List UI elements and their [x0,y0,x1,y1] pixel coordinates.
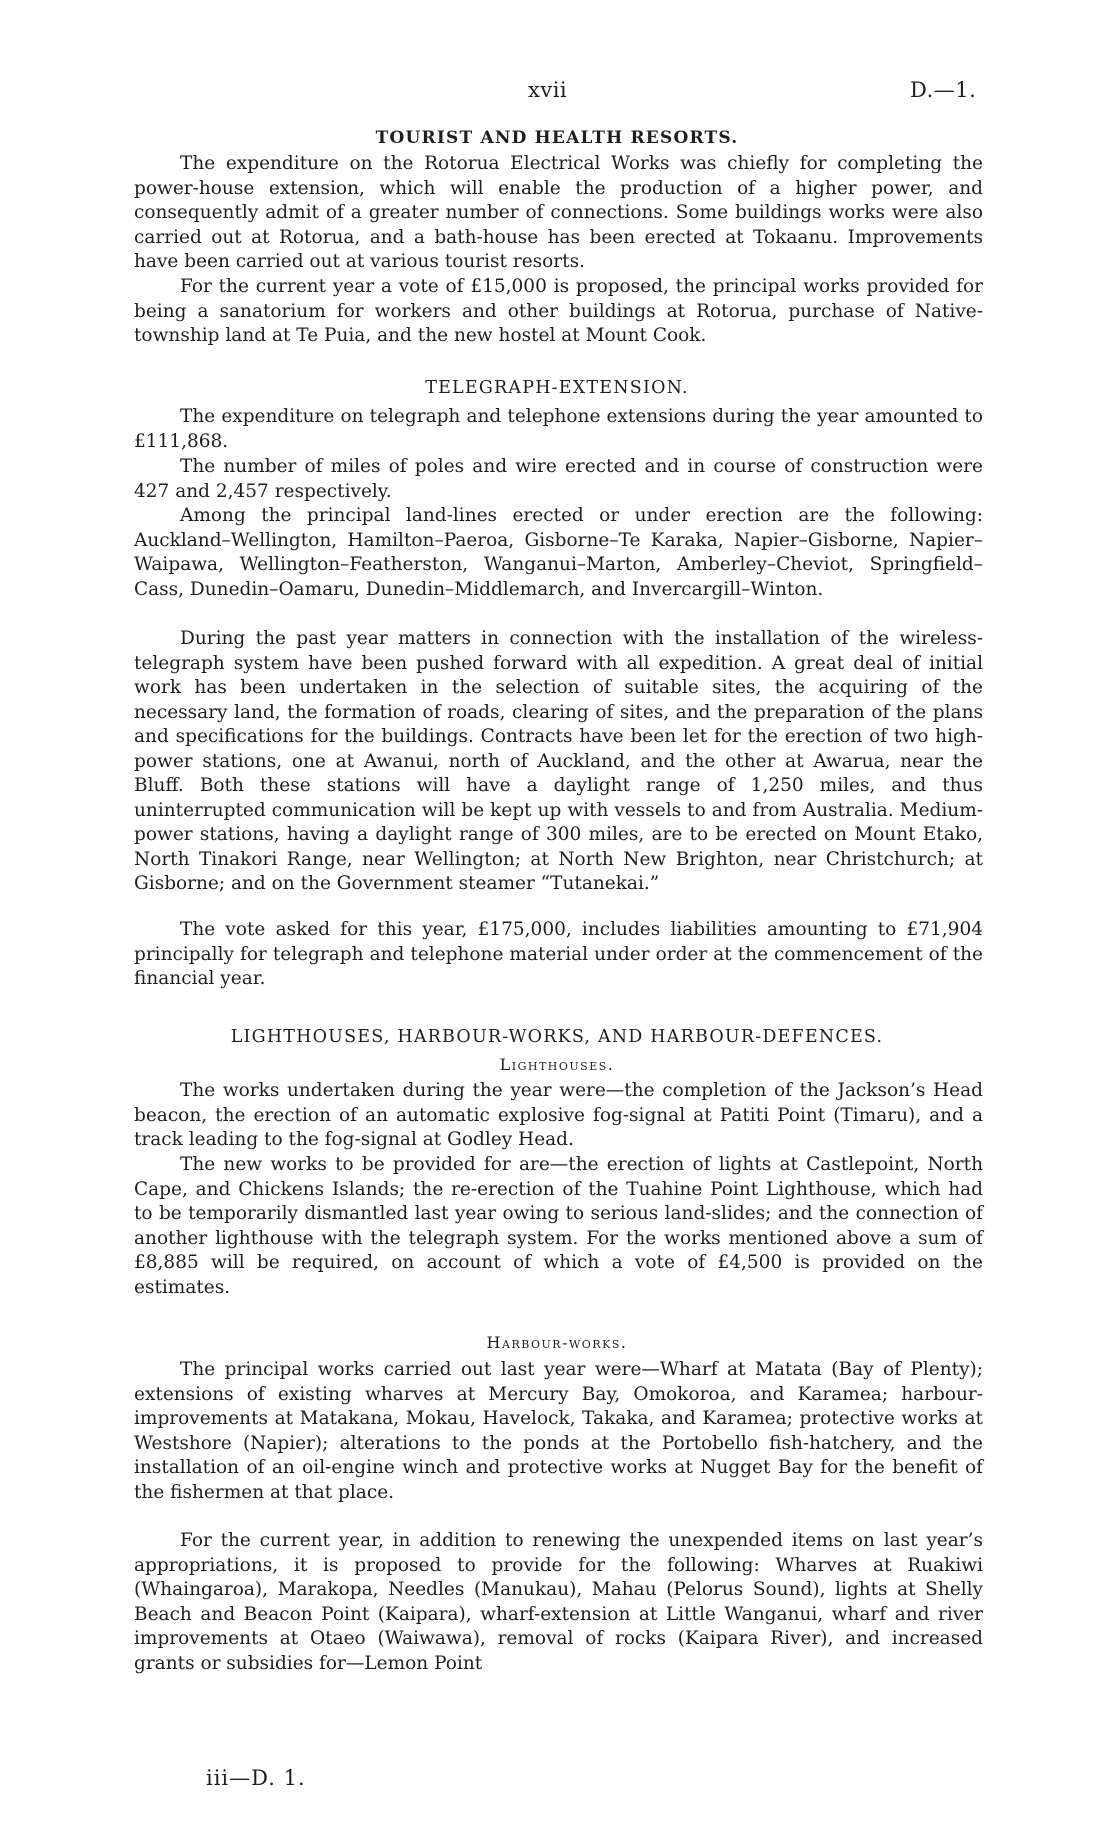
paragraph: Among the principal land-lines erected or under erection are the following: Auckland–Wellington, Hamilton–Paeroa, Gisborne–Te Karaka, Napier–Gisborne, Napier–Waipawa, Wellington–Featherston, Wanganui–Marton, Amberley–Cheviot, Springfield–Cass, Dunedin–Oamaru, Dunedin–Middlemarch, and Invercargill–Winton. [134,505,983,600]
paragraph: For the current year, in addition to renewing the unexpended items on last year’s appropriations, it is proposed to provide for the following: Wharves at Ruakiwi (Whaingaroa), Marakopa, Needles (Manukau), Mahau (Pelorus Sound), lights at Shelly Beach and Beacon Point (Kaipara), wharf-extension at Little Wanganui, wharf and river improvements at Otaeo (Waiwawa), removal of rocks (Kaipara River), and increased grants or subsidies for—Lemon Point [134,1530,983,1674]
paragraph: During the past year matters in connection with the installation of the wireless-telegraph system have been pushed forward with all expedition. A great deal of initial work has been undertaken in the selection of suitable sites, the acquiring of the necessary land, the formation of roads, clearing of sites, and the preparation of the plans and specifications for the buildings. Contracts have been let for the erection of two high-power stations, one at Awanui, north of Auckland, and the other at Awarua, near the Bluff. Both these stations will have a daylight range of 1,250 miles, and thus uninterrupted communication will be kept up with vessels to and from Australia. Medium-power stations, having a daylight range of 300 miles, are to be erected on Mount Etako, North Tinakori Range, near Wellington; at North New Brighton, near Christchurch; at Gisborne; and on the Government steamer “Tutanekai.” [134,628,983,894]
paragraph: The expenditure on telegraph and telephone extensions during the year amounted to £111,868. [134,406,983,452]
section-heading-lighthouses: LIGHTHOUSES, HARBOUR-WORKS, AND HARBOUR-DEFENCES. [230,1027,884,1047]
page-number: xvii [528,78,568,102]
section-heading-telegraph: TELEGRAPH-EXTENSION. [425,378,689,398]
paragraph: The number of miles of poles and wire erected and in course of construction were 427 and 2,457 respectively. [134,456,983,502]
paragraph: The new works to be provided for are—the erection of lights at Castlepoint, North Cape, and Chickens Islands; the re-erection of the Tuahine Point Lighthouse, which had to be temporarily dismantled last year owing to serious land-slides; and the connection of another lighthouse with the telegraph system. For the works mentioned above a sum of £8,885 will be required, on account of which a vote of £4,500 is provided on the estimates. [134,1154,983,1298]
paragraph: The vote asked for this year, £175,000, includes liabilities amounting to £71,904 principally for telegraph and telephone material under order at the commencement of the financial year. [134,919,983,989]
paragraph: The principal works carried out last year were—Wharf at Matata (Bay of Plenty); extensions of existing wharves at Mercury Bay, Omokoroa, and Karamea; harbour-improvements at Matakana, Mokau, Havelock, Takaka, and Karamea; protective works at Westshore (Napier); alterations to the ponds at the Portobello fish-hatchery, and the installation of an oil-engine winch and protective works at Nugget Bay for the benefit of the fishermen at that place. [134,1359,983,1503]
paragraph: For the current year a vote of £15,000 is proposed, the principal works provided for being a sanatorium for workers and other buildings at Rotorua, purchase of Native-township land at Te Puia, and the new hostel at Mount Cook. [134,276,983,346]
subsection-heading-lighthouses: Lighthouses. [499,1055,615,1074]
signature-mark: iii—D. 1. [206,1766,306,1790]
paragraph: The expenditure on the Rotorua Electrical Works was chiefly for completing the power-house extension, which will enable the production of a higher power, and consequently admit of a greater number of connections. Some buildings works were also carried out at Rotorua, and a bath-house has been erected at Tokaanu. Improvements have been carried out at various tourist resorts. [134,153,983,272]
paragraph: The works undertaken during the year were—the completion of the Jackson’s Head beacon, the erection of an automatic explosive fog-signal at Patiti Point (Timaru), and a track leading to the fog-signal at Godley Head. [134,1080,983,1150]
document-reference: D.—1. [910,78,977,102]
section-heading-tourist: TOURIST AND HEALTH RESORTS. [375,128,739,148]
subsection-heading-harbour-works: Harbour-works. [486,1333,628,1352]
